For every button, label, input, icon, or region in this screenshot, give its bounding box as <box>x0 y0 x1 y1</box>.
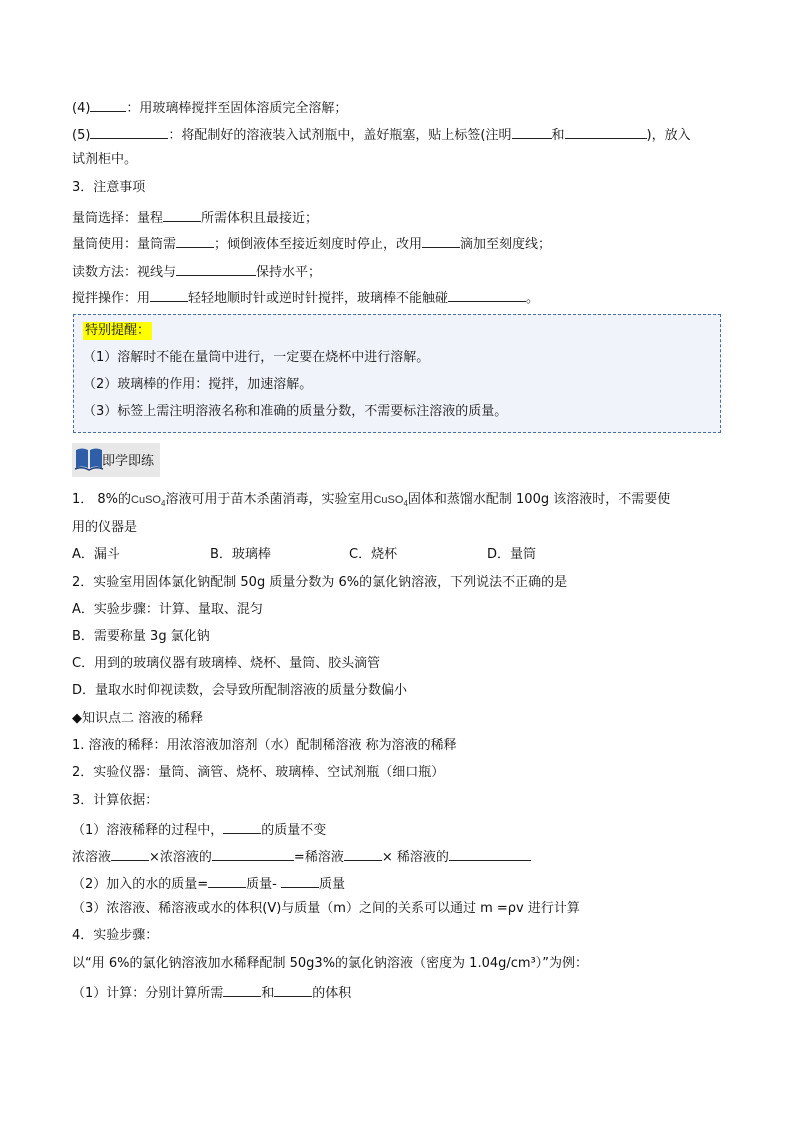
text: 搅拌操作：用 <box>72 291 151 306</box>
option-a: A．漏斗 <box>72 547 120 562</box>
reminder-item: （3）标签上需注明溶液名称和准确的质量分数，不需要标注溶液的质量。 <box>83 404 508 419</box>
formula <box>373 494 408 509</box>
stirring-operation <box>72 287 539 308</box>
step-5-text-and: 和 <box>551 128 565 143</box>
reminder-item: （2）玻璃棒的作用：搅拌，加速溶解。 <box>83 377 313 392</box>
blank <box>176 261 256 276</box>
blank <box>448 287 526 302</box>
blank <box>90 97 126 112</box>
practice-header <box>72 443 160 477</box>
text: （1）计算：分别计算所需 <box>72 986 224 1001</box>
reminder-title: 特别提醒： <box>85 323 151 338</box>
step-5-continued: 试剂柜中。 <box>72 152 138 167</box>
formula-text: CuSO <box>373 494 404 506</box>
blank <box>512 124 552 139</box>
text: （1）溶液稀释的过程中， <box>72 823 224 838</box>
dilution-instruments: 2．实验仪器：量筒、滴管、烧杯、玻璃棒、空试剂瓶（细口瓶） <box>72 765 445 780</box>
question-2: 2．实验室用固体氯化钠配制 50g 质量分数为 6%的氯化钠溶液，下列说法不正确的是 <box>72 575 568 590</box>
text: 和 <box>261 986 275 1001</box>
calculation-basis: 3．计算依据： <box>72 793 159 808</box>
q2-option-b: B．需要称量 3g 氯化钠 <box>72 629 210 644</box>
formula-subscript: 4 <box>161 499 166 509</box>
text: 所需体积且最接近； <box>201 211 319 226</box>
dilution-equation <box>72 846 531 867</box>
text: 滴加至刻度线； <box>460 237 552 252</box>
practice-label: 即学即练 <box>102 454 155 469</box>
blank <box>274 982 312 997</box>
cylinder-selection <box>72 207 318 228</box>
blank <box>281 873 319 888</box>
book-icon <box>74 446 104 472</box>
text: ；倾倒液体至接近刻度时停止，改用 <box>214 237 423 252</box>
question-1 <box>72 491 670 513</box>
blank <box>90 124 168 139</box>
dilution-heading: ◆知识点二 溶液的稀释 <box>72 711 204 726</box>
calc-point-3: （3）浓溶液、稀溶液或水的体积(V)与质量（m）之间的关系可以通过 m =ρv 进行计算 <box>72 901 580 916</box>
text: 的质量不变 <box>261 823 327 838</box>
blank <box>344 846 382 861</box>
formula <box>131 494 166 509</box>
reminder-item: （1）溶解时不能在量筒中进行，一定要在烧杯中进行溶解。 <box>83 350 430 365</box>
text: 保持水平； <box>256 265 322 280</box>
text: × 稀溶液的 <box>381 850 449 865</box>
option-b: B．玻璃棒 <box>210 547 271 562</box>
formula-subscript: 4 <box>403 499 408 509</box>
q2-option-c: C．用到的玻璃仪器有玻璃棒、烧杯、量筒、胶头滴管 <box>72 656 381 671</box>
text: 量筒选择：量程 <box>72 211 164 226</box>
blank <box>449 846 531 861</box>
experiment-steps: 4．实验步骤： <box>72 928 159 943</box>
step-5-number: (5) <box>72 128 91 143</box>
calc-point-2 <box>72 873 345 894</box>
blank <box>223 819 261 834</box>
text: （2）加入的水的质量= <box>72 877 209 892</box>
blank <box>565 124 647 139</box>
notes-heading: 3．注意事项 <box>72 180 146 195</box>
formula-text: CuSO <box>131 494 161 506</box>
step-calculate <box>72 982 351 1003</box>
q2-option-a: A．实验步骤：计算、量取、混匀 <box>72 602 263 617</box>
step-5-text-end: )，放入 <box>646 128 691 143</box>
calc-point-1 <box>72 819 326 840</box>
question-1-continued: 用的仪器是 <box>72 520 138 535</box>
text: 溶液可用于苗木杀菌消毒，实验室用 <box>165 492 374 507</box>
step-5 <box>72 124 691 145</box>
blank <box>208 873 246 888</box>
step-4 <box>72 97 347 118</box>
text: 1． 8%的 <box>72 492 132 507</box>
cylinder-usage <box>72 233 551 254</box>
blank <box>150 287 188 302</box>
text: 。 <box>526 291 540 306</box>
text: 读数方法：视线与 <box>72 265 177 280</box>
text: 浓溶液 <box>72 850 112 865</box>
step-4-number: (4) <box>72 101 91 116</box>
option-c: C．烧杯 <box>349 547 398 562</box>
blank <box>111 846 149 861</box>
reading-method <box>72 261 321 282</box>
text: 轻轻地顺时针或逆时针搅拌，玻璃棒不能触碰 <box>188 291 449 306</box>
blank <box>176 233 214 248</box>
text: 质量 <box>319 877 346 892</box>
special-reminder-box <box>73 314 721 433</box>
option-d: D．量筒 <box>487 547 537 562</box>
dilution-definition: 1. 溶液的稀释：用浓溶液加溶剂（水）配制稀溶液 称为溶液的稀释 <box>72 738 457 753</box>
text: 的体积 <box>312 986 352 1001</box>
step-5-text: ：将配制好的溶液装入试剂瓶中，盖好瓶塞，贴上标签(注明 <box>168 128 512 143</box>
text: =稀溶液 <box>293 850 344 865</box>
step-4-text: ：用玻璃棒搅拌至固体溶质完全溶解； <box>126 101 348 116</box>
text: 质量- <box>246 877 281 892</box>
q2-option-d: D．量取水时仰视读数，会导致所配制溶液的质量分数偏小 <box>72 683 408 698</box>
example-statement: 以“用 6%的氯化钠溶液加水稀释配制 50g3%的氯化钠溶液（密度为 1.04g/cm³）”为例： <box>72 956 589 971</box>
text: 固体和蒸馏水配制 100g 该溶液时，不需要使 <box>407 492 671 507</box>
blank <box>223 982 261 997</box>
text: 量筒使用：量筒需 <box>72 237 177 252</box>
blank <box>163 207 201 222</box>
text: ×浓溶液的 <box>149 850 212 865</box>
blank <box>212 846 294 861</box>
blank <box>422 233 460 248</box>
